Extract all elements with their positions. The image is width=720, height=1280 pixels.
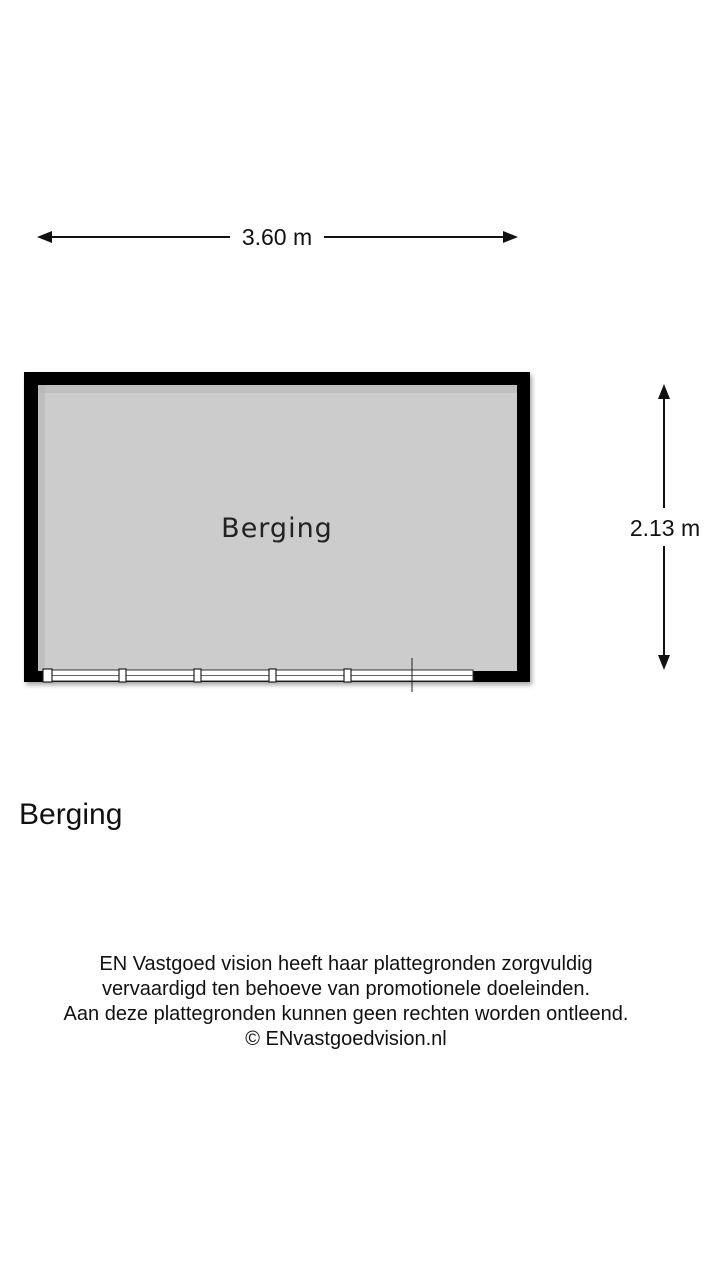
- disclaimer-line: Aan deze plattegronden kunnen geen rechten worden ontleend.: [63, 1003, 629, 1025]
- height-dimension-label: 2.13 m: [629, 515, 701, 541]
- width-dimension-label: 3.60 m: [241, 224, 313, 250]
- floor-title: Berging: [19, 798, 123, 831]
- width-dimension-arrow-right: [503, 231, 518, 243]
- height-dimension-arrow-bottom: [658, 655, 670, 670]
- height-dimension: [630, 384, 700, 670]
- room-berging: [24, 372, 530, 692]
- window-mullion: [344, 669, 351, 682]
- window-mullion: [119, 669, 126, 682]
- width-dimension: [37, 224, 518, 250]
- window-mullion: [269, 669, 276, 682]
- disclaimer-copyright: © ENvastgoedvision.nl: [245, 1028, 447, 1050]
- room-label: Berging: [221, 513, 333, 544]
- window-mullion: [194, 669, 201, 682]
- disclaimer-line: EN Vastgoed vision heeft haar plattegronden zorgvuldig: [99, 953, 593, 975]
- floor-inner-shadow: [38, 385, 517, 393]
- disclaimer: [0, 952, 692, 1052]
- window-mullion: [43, 669, 52, 682]
- width-dimension-arrow-left: [37, 231, 52, 243]
- disclaimer-line: vervaardigd ten behoeve van promotionele doeleinden.: [101, 978, 591, 1000]
- height-dimension-arrow-top: [658, 384, 670, 399]
